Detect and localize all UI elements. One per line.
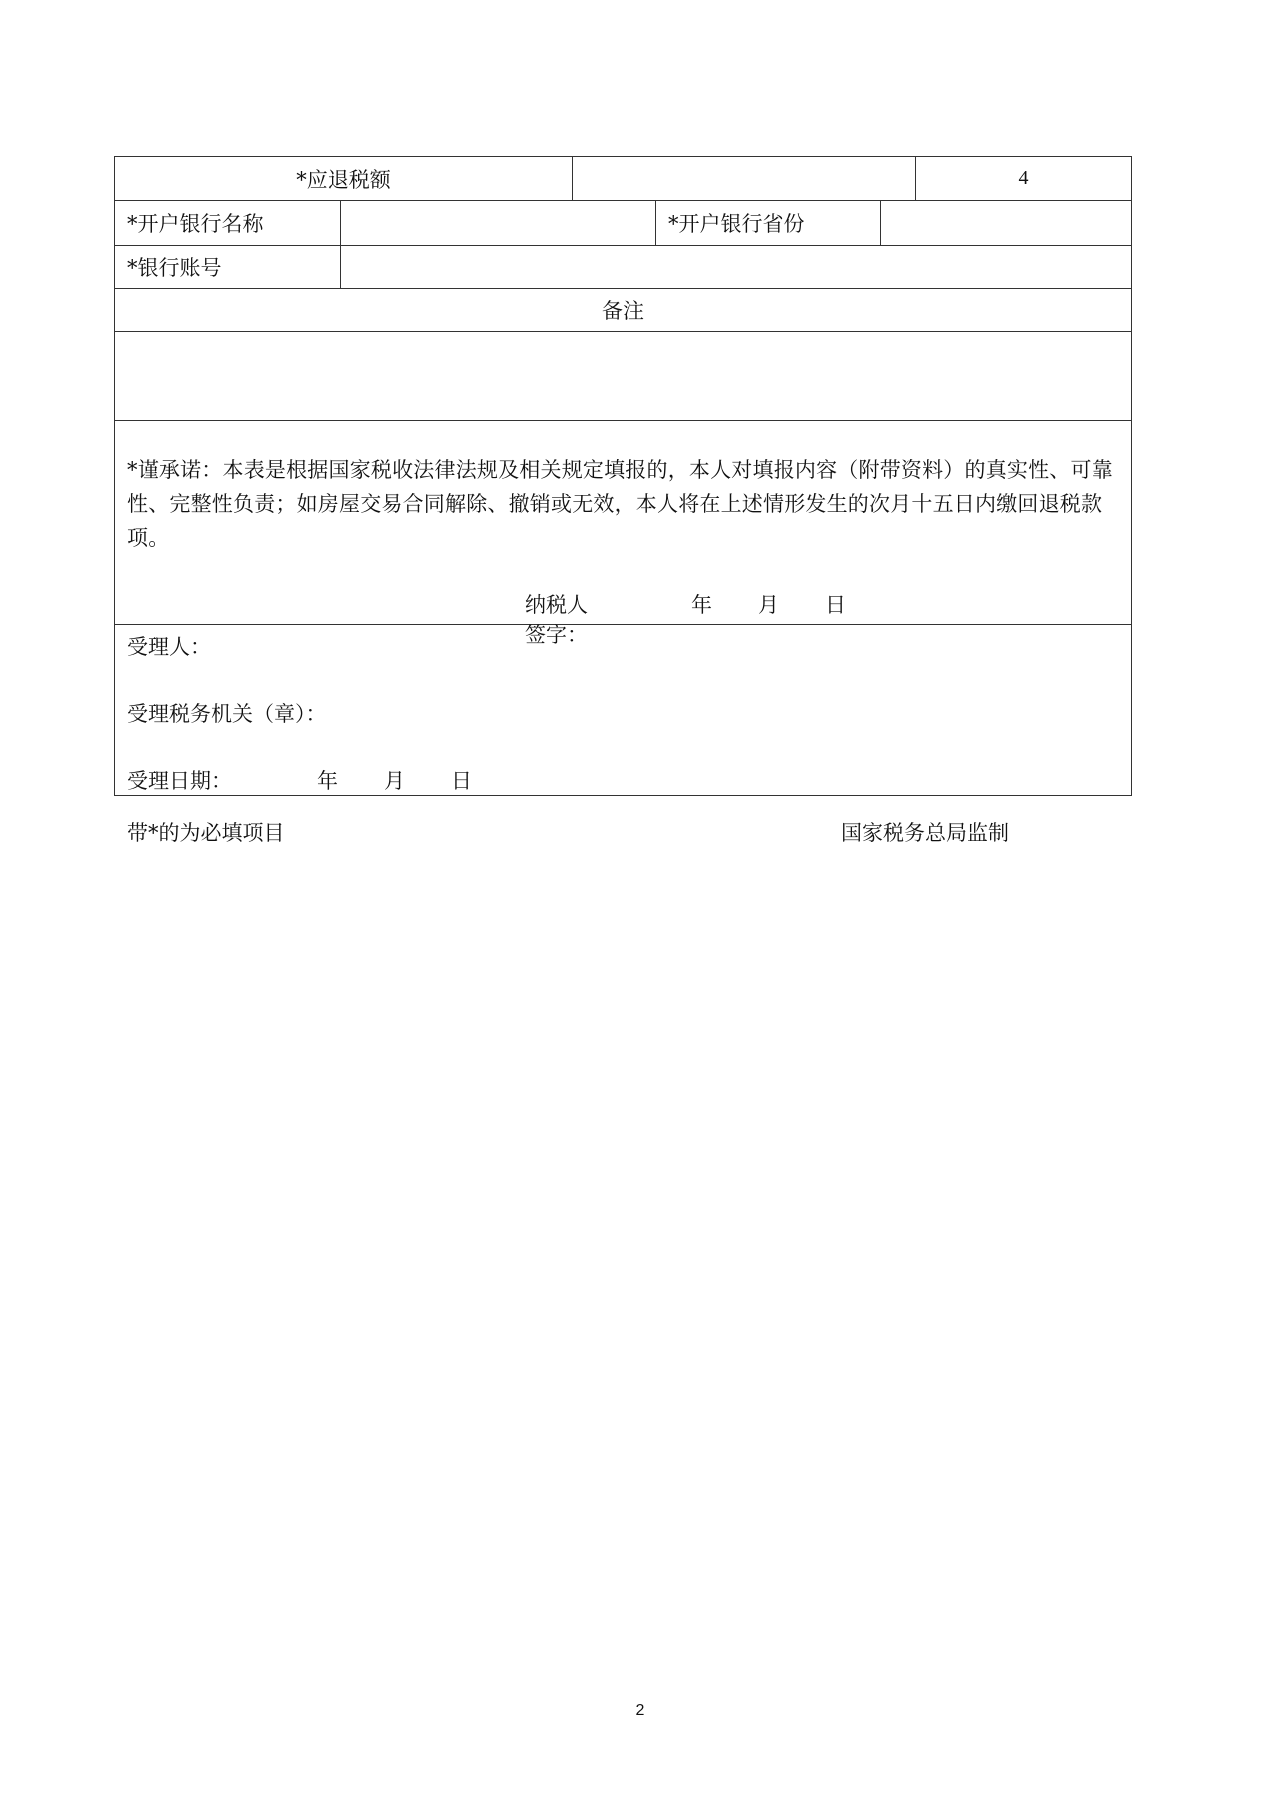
acceptor-line: [127, 631, 211, 661]
remarks-field[interactable]: [115, 332, 1131, 420]
tax-authority-label: 受理税务机关（章）：: [127, 702, 327, 726]
accept-date-label: 受理日期：: [127, 769, 232, 793]
accept-date-day-label: 日: [451, 769, 472, 793]
refund-amount-field[interactable]: [573, 157, 916, 200]
remarks-header-row: [115, 289, 1131, 332]
refund-amount-label: *应退税额: [115, 157, 573, 200]
signature-month-label: 月: [758, 593, 779, 617]
required-fields-note: 带*的为必填项目: [127, 821, 285, 845]
accept-date-month-label: 月: [384, 769, 405, 793]
remarks-content-row: [115, 332, 1131, 421]
bank-account-field[interactable]: [341, 246, 1131, 288]
bank-info-row: [115, 201, 1131, 246]
page-number: 2: [635, 1702, 645, 1719]
bank-province-field[interactable]: [881, 201, 1131, 245]
bank-name-label: *开户银行名称: [115, 201, 341, 245]
accept-date-year-label: 年: [317, 769, 338, 793]
remarks-label: 备注: [602, 299, 644, 323]
supervisor-note: 国家税务总局监制: [841, 821, 1009, 845]
bank-account-label: *银行账号: [115, 246, 341, 288]
accept-date-line: [127, 765, 472, 795]
pledge-text: *谨承诺：本表是根据国家税收法律法规及相关规定填报的，本人对填报内容（附带资料）的真实性、可靠性、完整性负责；如房屋交易合同解除、撤销或无效，本人将在上述情形发生的次月十五日内缴回退税款项。: [127, 458, 1113, 550]
bank-name-field[interactable]: [341, 201, 656, 245]
bank-province-label: *开户银行省份: [656, 201, 881, 245]
taxpayer-signature-label: 纳税人签字：: [525, 593, 588, 647]
tax-authority-line: [127, 698, 327, 728]
acceptance-row: [115, 625, 1131, 795]
signature-day-label: 日: [825, 593, 846, 617]
tax-refund-form-table: [114, 156, 1132, 796]
signature-year-label: 年: [691, 593, 712, 617]
acceptor-label: 受理人：: [127, 635, 211, 659]
refund-amount-extra: 4: [1018, 167, 1029, 189]
bank-account-row: [115, 246, 1131, 289]
refund-amount-row: [115, 157, 1131, 201]
